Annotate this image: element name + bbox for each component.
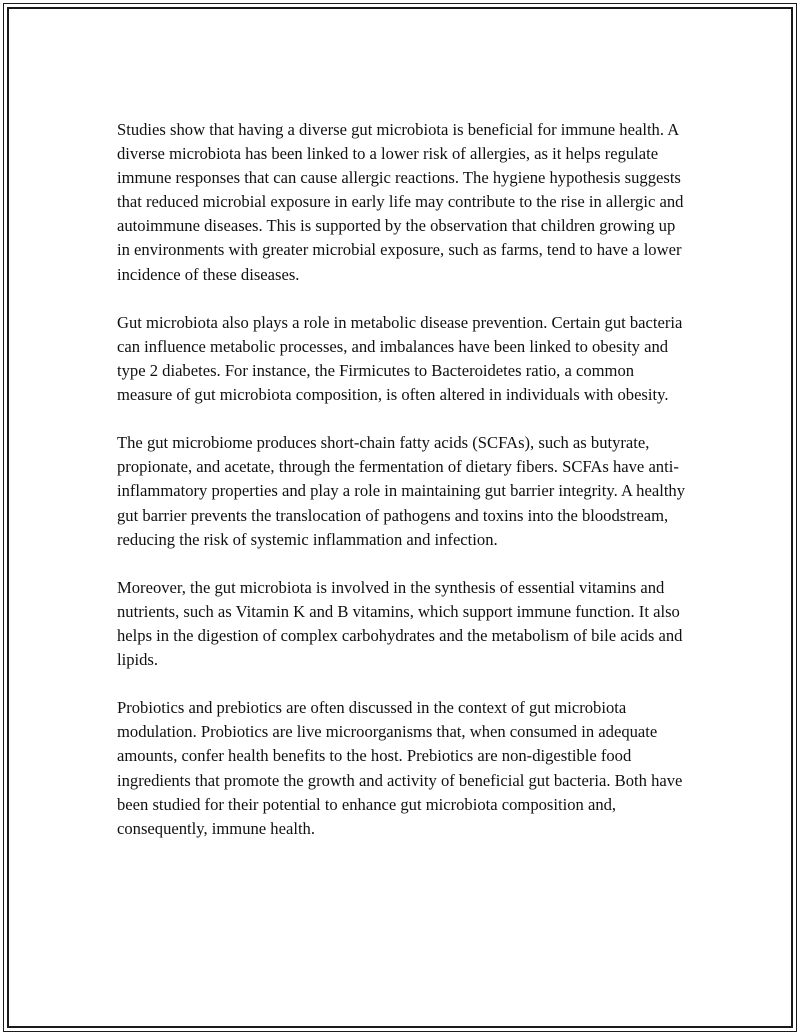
document-body: [117, 118, 689, 865]
paragraph-probiotics: Probiotics and prebiotics are often discussed in the context of gut microbiota modulation. Probiotics are live microorganisms that, when consumed in adequate amounts, confer health benefits to the host. Prebiotics are non-digestible food ingredients that promote the growth and activity of beneficial gut bacteria. Both have been studied for their potential to enhance gut microbiota composition and, consequently, immune health.: [117, 698, 683, 838]
paragraph-immune-diversity: Studies show that having a diverse gut microbiota is beneficial for immune health. A diverse microbiota has been linked to a lower risk of allergies, as it helps regulate immune responses that can cause allergic reactions. The hygiene hypothesis suggests that reduced microbial exposure in early life may contribute to the rise in allergic and autoimmune diseases. This is supported by the observation that children growing up in environments with greater microbial exposure, such as farms, tend to have a lower incidence of these diseases.: [117, 120, 684, 284]
paragraph-metabolic-disease: Gut microbiota also plays a role in metabolic disease prevention. Certain gut bacteria can influence metabolic processes, and imbalances have been linked to obesity and type 2 diabetes. For instance, the Firmicutes to Bacteroidetes ratio, a common measure of gut microbiota composition, is often altered in individuals with obesity.: [117, 312, 683, 405]
paragraph-scfas: The gut microbiome produces short-chain fatty acids (SCFAs), such as butyrate, propionate, and acetate, through the fermentation of dietary fibers. SCFAs have anti-inflammatory properties and play a role in maintaining gut barrier integrity. A healthy gut barrier prevents the translocation of pathogens and toxins into the bloodstream, reducing the risk of systemic inflammation and infection.: [117, 433, 686, 549]
paragraph-vitamins: Moreover, the gut microbiota is involved in the synthesis of essential vitamins and nutrients, such as Vitamin K and B vitamins, which support immune function. It also helps in the digestion of complex carbohydrates and the metabolism of bile acids and lipids.: [117, 577, 683, 670]
